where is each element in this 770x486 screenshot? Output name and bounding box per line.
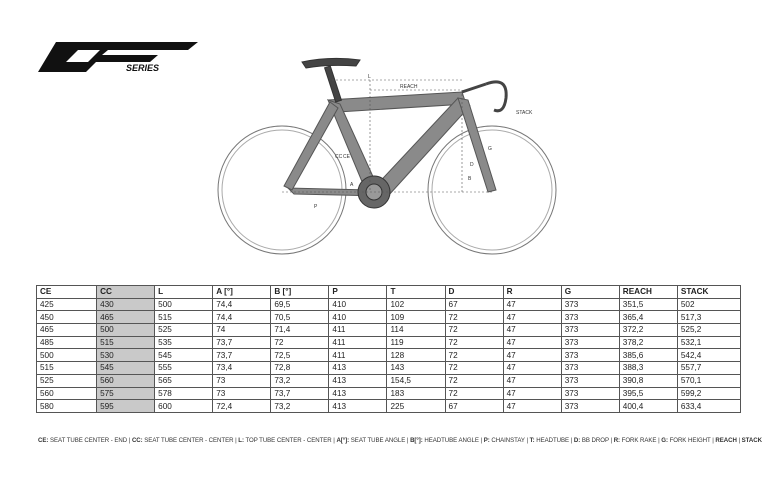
table-cell: 47 (503, 324, 561, 337)
legend-text: FORK HEIGHT (667, 437, 711, 444)
table-cell: 465 (97, 311, 155, 324)
table-cell: 102 (387, 298, 445, 311)
table-cell: 560 (97, 374, 155, 387)
legend-key: CE: (38, 437, 49, 444)
table-cell: 502 (677, 298, 740, 311)
table-cell: 535 (155, 336, 213, 349)
table-cell: 183 (387, 387, 445, 400)
table-row (37, 374, 741, 387)
table-cell: 154,5 (387, 374, 445, 387)
table-cell: 388,3 (619, 362, 677, 375)
table-cell: 73 (213, 387, 271, 400)
label-d: D (470, 162, 474, 168)
table-cell: 413 (329, 374, 387, 387)
label-g: G (488, 146, 492, 152)
table-cell: 47 (503, 336, 561, 349)
legend-key: P: (483, 437, 490, 444)
table-cell: 351,5 (619, 298, 677, 311)
table-cell: 373 (561, 362, 619, 375)
table-cell: 73,2 (271, 400, 329, 413)
label-reach: REACH (400, 84, 418, 90)
table-cell: 373 (561, 324, 619, 337)
legend-key: D: (573, 437, 581, 444)
table-cell: 72 (445, 311, 503, 324)
table-cell: 114 (387, 324, 445, 337)
table-cell: 128 (387, 349, 445, 362)
table-cell: 73,7 (213, 349, 271, 362)
table-cell: 485 (37, 336, 97, 349)
table-cell: 465 (37, 324, 97, 337)
table-cell: 425 (37, 298, 97, 311)
legend-key: L: (238, 437, 244, 444)
table-cell: 72 (271, 336, 329, 349)
label-b: B (468, 176, 472, 182)
table-cell: 67 (445, 400, 503, 413)
table-cell: 555 (155, 362, 213, 375)
legend-text: FORK RAKE (620, 437, 657, 444)
legend-key: T: (529, 437, 535, 444)
legend-key: REACH (715, 437, 737, 444)
table-cell: 410 (329, 298, 387, 311)
bike-geometry-diagram (210, 40, 560, 270)
table-cell: 373 (561, 374, 619, 387)
label-p: P (314, 204, 318, 210)
table-row (37, 387, 741, 400)
table-cell: 545 (155, 349, 213, 362)
table-cell: 515 (97, 336, 155, 349)
label-cc: CC (335, 154, 343, 160)
label-a: A (350, 182, 354, 188)
table-cell: 72 (445, 362, 503, 375)
table-cell: 600 (155, 400, 213, 413)
table-cell: 500 (37, 349, 97, 362)
table-cell: 73,4 (213, 362, 271, 375)
table-cell: 390,8 (619, 374, 677, 387)
stem (462, 84, 486, 92)
column-header: CE (37, 286, 97, 299)
legend-text: HEADTUBE ANGLE (422, 437, 479, 444)
table-cell: 525,2 (677, 324, 740, 337)
table-cell: 373 (561, 336, 619, 349)
table-cell: 385,6 (619, 349, 677, 362)
table-cell: 525 (155, 324, 213, 337)
table-cell: 580 (37, 400, 97, 413)
table-cell: 47 (503, 298, 561, 311)
column-header: D (445, 286, 503, 299)
table-cell: 72,8 (271, 362, 329, 375)
legend-text: SEAT TUBE CENTER - END (48, 437, 128, 444)
legend-key: A[°]: (336, 437, 350, 444)
table-cell: 47 (503, 362, 561, 375)
table-cell: 143 (387, 362, 445, 375)
table-cell: 72 (445, 387, 503, 400)
column-header: STACK (677, 286, 740, 299)
column-header: A [°] (213, 286, 271, 299)
table-row (37, 362, 741, 375)
table-cell: 73,7 (213, 336, 271, 349)
table-cell: 373 (561, 298, 619, 311)
table-cell: 430 (97, 298, 155, 311)
table-cell: 413 (329, 362, 387, 375)
table-cell: 119 (387, 336, 445, 349)
table-cell: 570,1 (677, 374, 740, 387)
table-cell: 517,3 (677, 311, 740, 324)
table-row (37, 336, 741, 349)
seatpost (325, 66, 342, 102)
table-row (37, 311, 741, 324)
column-header: G (561, 286, 619, 299)
table-cell: 72 (445, 349, 503, 362)
table-cell: 109 (387, 311, 445, 324)
table-cell: 74,4 (213, 298, 271, 311)
table-cell: 515 (37, 362, 97, 375)
table-cell: 72,4 (213, 400, 271, 413)
table-cell: 372,2 (619, 324, 677, 337)
table-cell: 74,4 (213, 311, 271, 324)
table-cell: 69,5 (271, 298, 329, 311)
table-cell: 542,4 (677, 349, 740, 362)
logo-series-word: SERIES (126, 63, 160, 73)
legend-text: HEADTUBE (534, 437, 570, 444)
table-cell: 411 (329, 336, 387, 349)
table-cell: 373 (561, 387, 619, 400)
table-cell: 373 (561, 311, 619, 324)
legend-text: TOP TUBE CENTER - CENTER (243, 437, 332, 444)
table-cell: 560 (37, 387, 97, 400)
table-cell: 365,4 (619, 311, 677, 324)
table-cell: 72 (445, 324, 503, 337)
table-cell: 72,5 (271, 349, 329, 362)
legend-text: BB DROP (580, 437, 609, 444)
table-cell: 73,2 (271, 374, 329, 387)
table-cell: 70,5 (271, 311, 329, 324)
table-row (37, 298, 741, 311)
table-cell: 47 (503, 311, 561, 324)
table-cell: 71,4 (271, 324, 329, 337)
table-cell: 373 (561, 349, 619, 362)
table-cell: 413 (329, 387, 387, 400)
table-cell: 47 (503, 400, 561, 413)
table-row (37, 400, 741, 413)
column-header: P (329, 286, 387, 299)
table-cell: 575 (97, 387, 155, 400)
table-cell: 450 (37, 311, 97, 324)
table-header-row (37, 286, 741, 299)
table-cell: 73 (213, 374, 271, 387)
table-cell: 411 (329, 349, 387, 362)
table-cell: 72 (445, 374, 503, 387)
table-cell: 599,2 (677, 387, 740, 400)
column-header: L (155, 286, 213, 299)
table-cell: 67 (445, 298, 503, 311)
table-cell: 73,7 (271, 387, 329, 400)
table-cell: 557,7 (677, 362, 740, 375)
table-cell: 47 (503, 387, 561, 400)
fork (458, 98, 496, 192)
column-header: CC (97, 286, 155, 299)
column-header: R (503, 286, 561, 299)
table-body (37, 298, 741, 412)
table-cell: 411 (329, 324, 387, 337)
table-cell: 74 (213, 324, 271, 337)
table-cell: 47 (503, 374, 561, 387)
table-row (37, 349, 741, 362)
table-cell: 565 (155, 374, 213, 387)
table-cell: 525 (37, 374, 97, 387)
frame-seatstay (284, 102, 338, 190)
table-cell: 515 (155, 311, 213, 324)
table-cell: 395,5 (619, 387, 677, 400)
logo-f-shape (38, 42, 198, 72)
table-cell: 595 (97, 400, 155, 413)
legend-key: R: (613, 437, 621, 444)
table-cell: 373 (561, 400, 619, 413)
table-cell: 410 (329, 311, 387, 324)
table-cell: 500 (97, 324, 155, 337)
table-cell: 633,4 (677, 400, 740, 413)
legend-text: SEAT TUBE ANGLE (349, 437, 406, 444)
table-row (37, 324, 741, 337)
legend-key: CC: (131, 437, 143, 444)
abbreviation-legend: CE: SEAT TUBE CENTER - END | CC: SEAT TUBE CENTER - CENTER | L: TOP TUBE CENTER - CENTER | A[°]: SEAT TUBE ANGLE | B[°]: HEADTUBE ANGLE | P: CHAINSTAY | T: HEADTUBE | D: BB DROP | R: FORK RAKE | G: FORK HEIGHT | REACH | STACK (38, 437, 762, 444)
column-header: T (387, 286, 445, 299)
frame-top-tube (328, 92, 466, 112)
f-series-logo (38, 40, 208, 74)
column-header: B [°] (271, 286, 329, 299)
table-cell: 400,4 (619, 400, 677, 413)
table-cell: 578 (155, 387, 213, 400)
legend-key: STACK (741, 437, 762, 444)
table-cell: 72 (445, 336, 503, 349)
table-cell: 225 (387, 400, 445, 413)
label-ce: CE (343, 154, 350, 160)
table-cell: 500 (155, 298, 213, 311)
table-cell: 530 (97, 349, 155, 362)
handlebar (486, 82, 506, 111)
geometry-table (36, 285, 741, 413)
legend-text: CHAINSTAY (489, 437, 525, 444)
legend-key: G: (661, 437, 668, 444)
legend-key: B[°]: (410, 437, 423, 444)
table-cell: 545 (97, 362, 155, 375)
label-stack: STACK (516, 110, 533, 116)
label-l: L (368, 74, 371, 80)
table-cell: 413 (329, 400, 387, 413)
column-header: REACH (619, 286, 677, 299)
table-cell: 532,1 (677, 336, 740, 349)
table-cell: 378,2 (619, 336, 677, 349)
frame-down-tube (372, 98, 470, 196)
table-cell: 47 (503, 349, 561, 362)
legend-text: SEAT TUBE CENTER - CENTER (142, 437, 234, 444)
